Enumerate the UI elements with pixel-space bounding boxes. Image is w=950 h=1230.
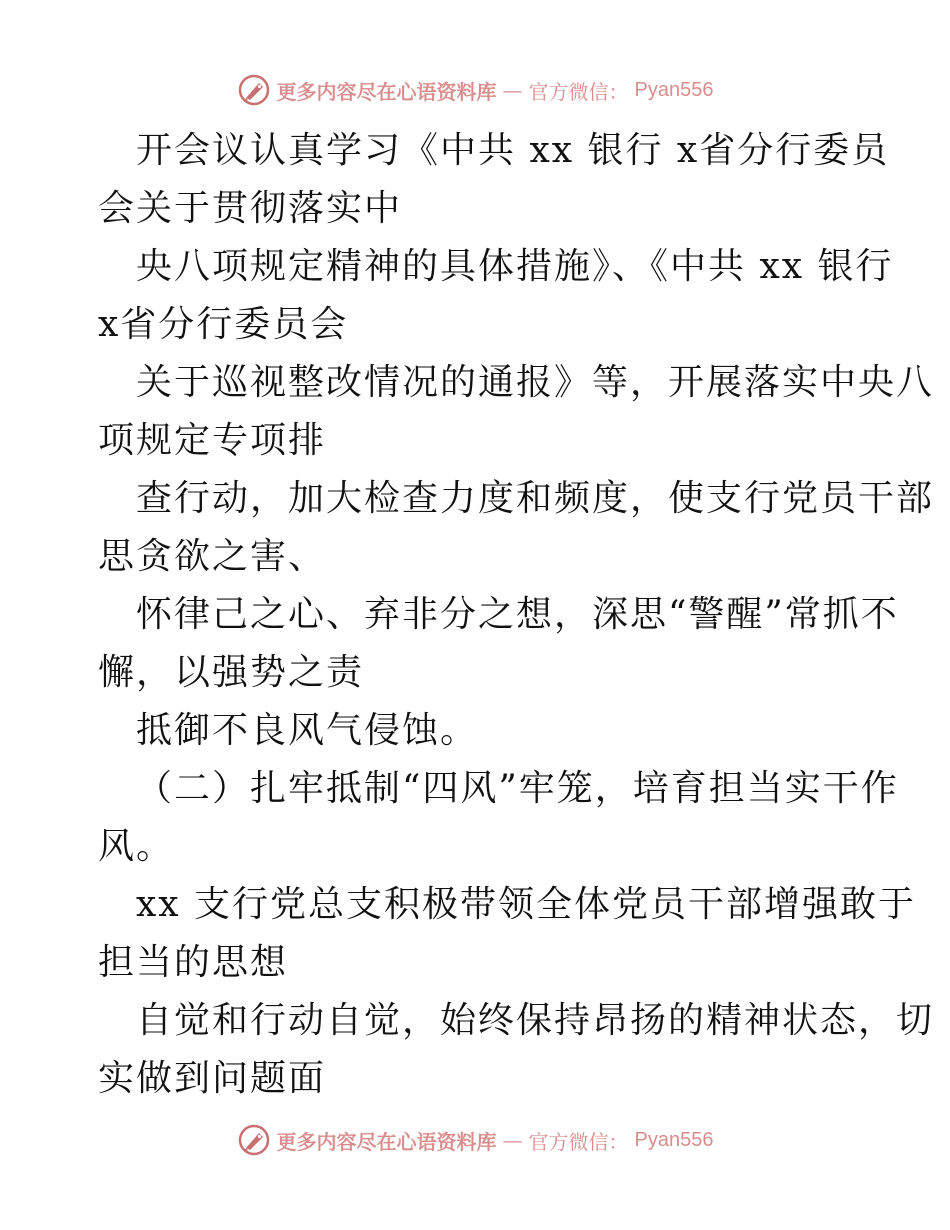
watermark-separator: — (502, 78, 523, 102)
document-body (98, 122, 935, 1108)
text-line: 查行动，加大检查力度和频度，使支行党员干部 (136, 478, 935, 519)
pen-nib-logo-icon (237, 1123, 271, 1157)
text-line: 开会议认真学习《中共 xx 银行 x省分行委员 (136, 130, 890, 171)
text-line: 央八项规定精神的具体措施》、《中共 xx 银行 (136, 246, 894, 287)
watermark-wechat-id: Pyan556 (634, 1128, 714, 1151)
text-line: 关于巡视整改情况的通报》等，开展落实中央八 (136, 362, 935, 403)
watermark-brand-text: 更多内容尽在心语资料库 (276, 1129, 497, 1154)
header-watermark (0, 70, 950, 110)
text-line: 自觉和行动自觉，始终保持昂扬的精神状态，切 (136, 1000, 935, 1041)
watermark-brand-text: 更多内容尽在心语资料库 (276, 79, 497, 104)
text-line: 担当的思想 (98, 942, 289, 983)
text-line: 抵御不良风气侵蚀。 (136, 710, 479, 751)
text-line: 项规定专项排 (98, 420, 327, 461)
text-line: 懈，以强势之责 (98, 652, 365, 693)
text-line: 怀律己之心、弃非分之想，深思“警醒”常抓不 (136, 594, 899, 635)
watermark-wechat-label: 官方微信： (528, 79, 629, 104)
watermark-wechat-label: 官方微信： (528, 1129, 629, 1154)
watermark-wechat-id: Pyan556 (634, 78, 714, 101)
text-line: 会关于贯彻落实中 (98, 188, 403, 229)
pen-nib-logo-icon (237, 73, 271, 107)
footer-watermark (0, 1120, 950, 1160)
text-line: 风。 (98, 826, 175, 867)
text-line: 思贪欲之害、 (98, 536, 327, 577)
text-line: x省分行委员会 (98, 304, 349, 345)
text-line: 实做到问题面 (98, 1058, 327, 1099)
watermark-separator: — (502, 1128, 523, 1152)
text-line: xx 支行党总支积极带领全体党员干部增强敢于 (136, 884, 917, 925)
text-line: （二）扎牢抵制“四风”牢笼，培育担当实干作 (136, 768, 899, 809)
